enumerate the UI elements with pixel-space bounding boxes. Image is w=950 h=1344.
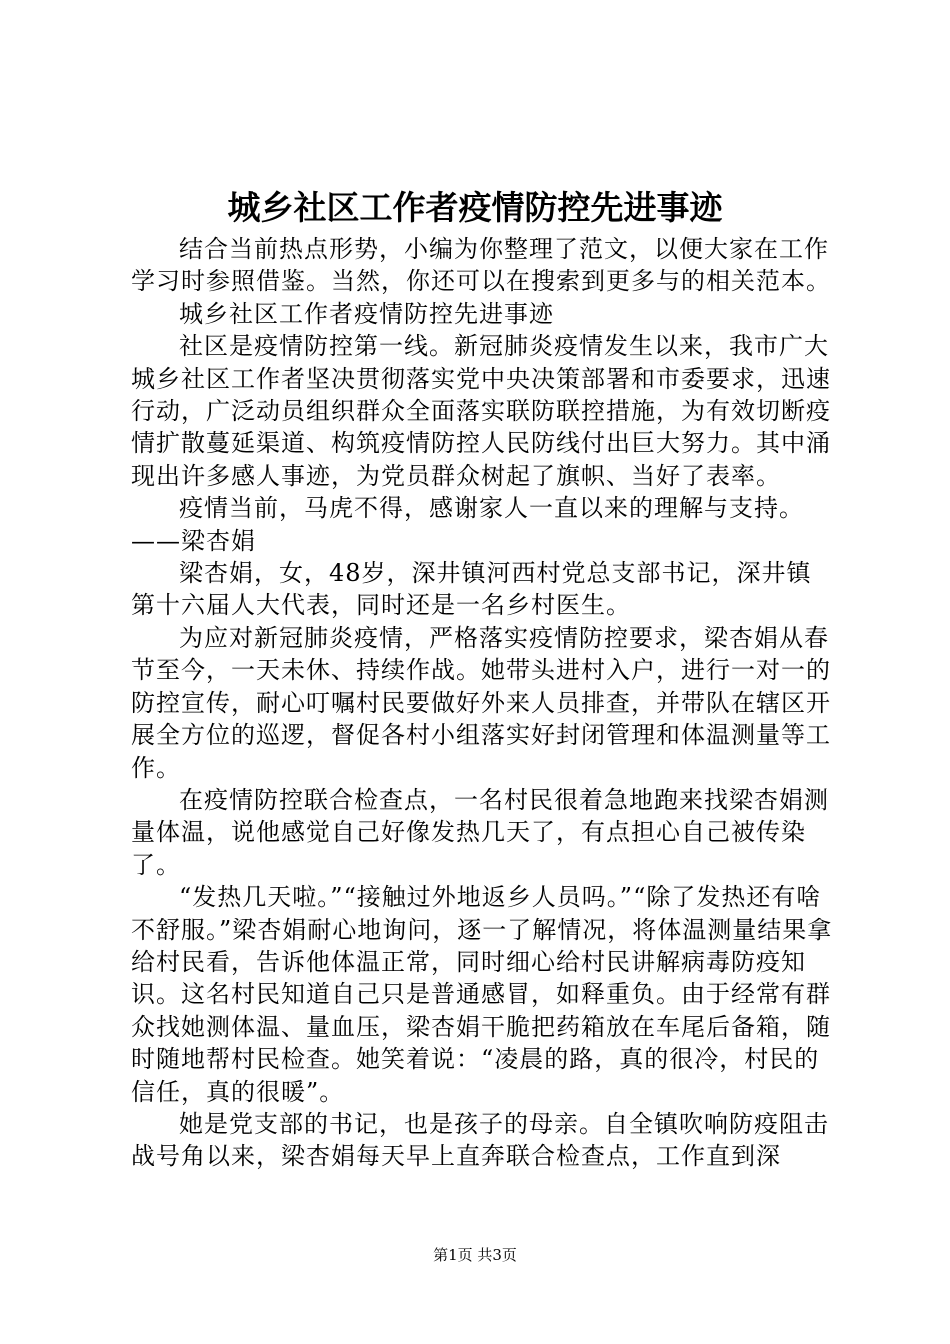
page-number-footer: 第1页 共3页	[433, 1246, 517, 1264]
body-paragraph: 为应对新冠肺炎疫情，严格落实疫情防控要求，梁杏娟从春节至今，一天未休、持续作战。她带头进村入户，进行一对一的防控宣传，耐心叮嘱村民要做好外来人员排查，并带队在辖区开展全方位的巡逻，督促各村小组落实好封闭管理和体温测量等工作。	[131, 623, 831, 782]
body-paragraph: 社区是疫情防控第一线。新冠肺炎疫情发生以来，我市广大城乡社区工作者坚决贯彻落实党中央决策部署和市委要求，迅速行动，广泛动员组织群众全面落实联防联控措施，为有效切断疫情扩散蔓延渠道、构筑疫情防控人民防线付出巨大努力。其中涌现出许多感人事迹，为党员群众树起了旗帜、当好了表率。	[131, 332, 831, 490]
subtitle-paragraph: 城乡社区工作者疫情防控先进事迹	[179, 299, 554, 328]
body-paragraph: “发热几天啦。”“接触过外地返乡人员吗。”“除了发热还有啥不舒服。”梁杏娟耐心地询问，逐一了解情况，将体温测量结果拿给村民看，告诉他体温正常，同时细心给村民讲解病毒防疫知识。这名村民知道自己只是普通感冒，如释重负。由于经常有群众找她测体温、量血压，梁杏娟干脆把药箱放在车尾后备箱，随时随地帮村民检查。她笑着说：“凌晨的路，真的很冷，村民的信任，真的很暖”。	[131, 883, 833, 1106]
quote-attribution: ——梁杏娟	[131, 526, 256, 555]
intro-paragraph: 结合当前热点形势，小编为你整理了范文，以便大家在工作学习时参照借鉴。当然，你还可以在搜索到更多与的相关范本。	[131, 235, 831, 296]
body-paragraph: 梁杏娟，女，48岁，深井镇河西村党总支部书记，深井镇第十六届人大代表，同时还是一名乡村医生。	[131, 559, 812, 620]
document-title: 城乡社区工作者疫情防控先进事迹	[227, 188, 723, 227]
body-paragraph: 她是党支部的书记，也是孩子的母亲。自全镇吹响防疫阻击战号角以来，梁杏娟每天早上直奔联合检查点，工作直到深	[131, 1109, 829, 1171]
document-body	[131, 233, 835, 1173]
quote-paragraph: 疫情当前，马虎不得，感谢家人一直以来的理解与支持。	[179, 494, 804, 523]
body-paragraph: 在疫情防控联合检查点，一名村民很着急地跑来找梁杏娟测量体温，说他感觉自己好像发热几天了，有点担心自己被传染了。	[131, 785, 829, 879]
